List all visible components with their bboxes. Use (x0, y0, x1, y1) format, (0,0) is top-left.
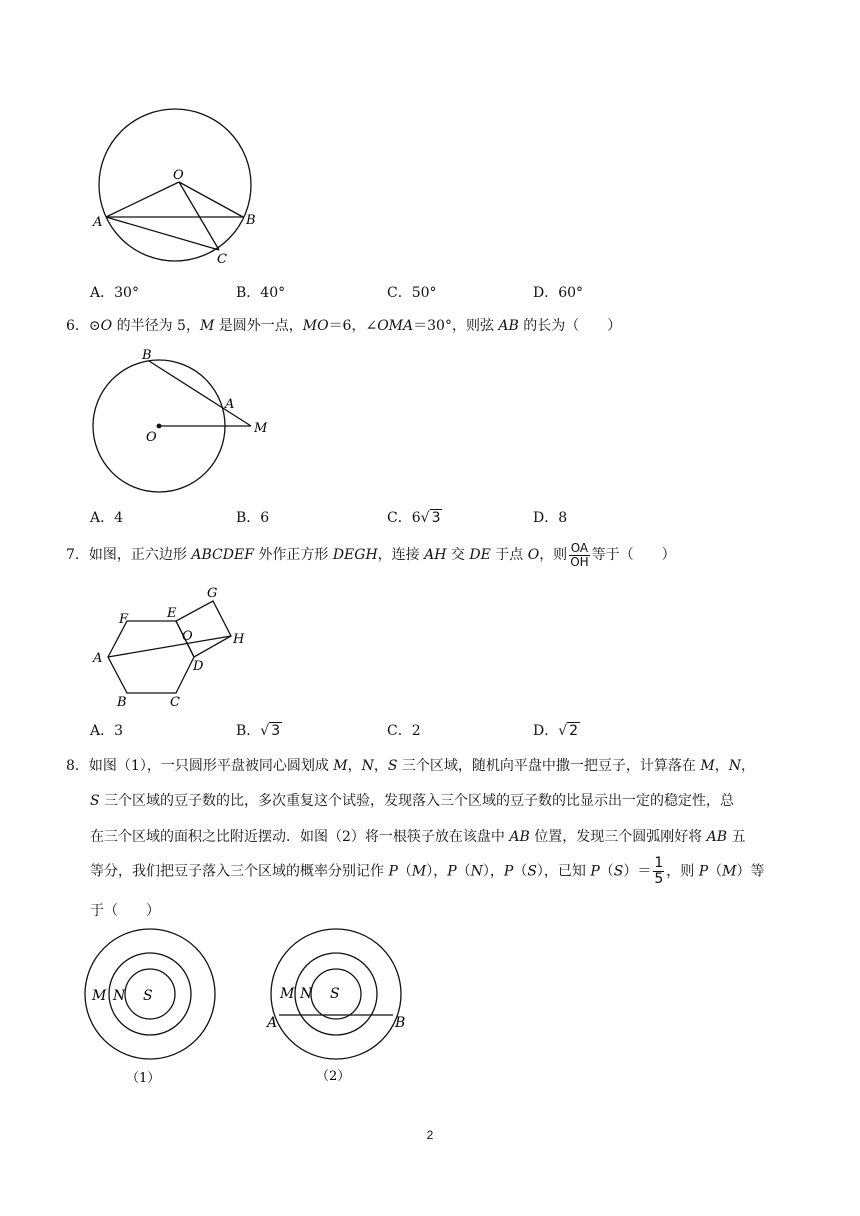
q7-option-d[interactable] (533, 721, 580, 741)
stem-text: （ (397, 863, 412, 880)
sqrt-symbol: √ 3 (260, 723, 281, 739)
math-var: O (100, 318, 113, 334)
option-letter: B． (236, 285, 261, 301)
q5-figure (86, 100, 286, 270)
option-text: 60° (558, 285, 584, 301)
math-var: S (387, 758, 398, 774)
q8-fig1-label-m: M (92, 988, 107, 1004)
math-var: MO (302, 318, 329, 334)
radicand: 3 (431, 510, 441, 526)
stem-text: ， (373, 758, 388, 774)
q7-label-h: H (233, 632, 245, 647)
q6-option-d[interactable] (533, 508, 567, 528)
q8-fig1-label-s: S (143, 988, 153, 1004)
math-var: P (447, 863, 457, 880)
question-number: 8． (66, 758, 89, 774)
math-var: AB (498, 318, 519, 334)
radicand: 3 (271, 723, 281, 739)
option-text: 6 (260, 510, 270, 526)
option-text: 3 (114, 723, 124, 739)
q6-label-a: A (225, 397, 235, 412)
option-letter: D． (533, 723, 559, 739)
question-number: 7． (66, 547, 89, 563)
stem-text: ，连接 (377, 547, 425, 563)
q5-label-a: A (93, 215, 103, 230)
q8-fig2-label-m: M (280, 986, 295, 1002)
stem-text: ， (714, 758, 729, 774)
q7-label-f: F (119, 612, 129, 627)
q5-option-a[interactable] (90, 283, 139, 303)
math-var: S (613, 863, 624, 880)
math-var: P (590, 863, 600, 880)
q8-fig2-label-a: A (267, 1015, 278, 1031)
stem-text: ，则 (666, 863, 699, 880)
stem-text: ， (347, 758, 362, 774)
stem-text: ）等 (736, 863, 765, 880)
stem-text: 位置，发现三个圆弧刚好将 (529, 829, 707, 845)
stem-text: 交 (446, 547, 470, 563)
q7-label-o: O (182, 629, 193, 644)
stem-text: （ (599, 863, 614, 880)
fraction-numerator: 1 (654, 855, 664, 871)
stem-text: 等分，我们把豆子落入三个区域的概率分别记作 (90, 863, 389, 880)
math-var: AB (509, 829, 530, 845)
q8-fig1-caption: （1） (126, 1071, 161, 1086)
q6-option-a[interactable] (90, 508, 123, 528)
option-text: 50° (411, 285, 437, 301)
stem-text: 五 (727, 829, 746, 845)
stem-text: 是圆外一点， (214, 318, 303, 334)
q8-line-3 (90, 827, 746, 847)
stem-text: 在三个区域的面积之比附近摆动．如图（2）将一根筷子放在该盘中 (90, 829, 510, 845)
q7-label-a: A (93, 651, 103, 666)
q7-label-c: C (170, 695, 180, 710)
q6-label-b: B (142, 348, 152, 363)
stem-text: ＝6，∠ (328, 318, 378, 334)
option-letter: B． (236, 723, 261, 739)
stem-text: ）＝ (623, 863, 652, 880)
stem-text: ）， (482, 863, 504, 880)
fraction-denominator: OH (570, 554, 589, 569)
q5-option-c[interactable] (387, 283, 437, 303)
q6-figure (84, 344, 284, 500)
stem-text: 的长为（ ） (518, 318, 622, 334)
option-text: 30° (114, 285, 139, 301)
math-var: M (411, 863, 427, 880)
q6-label-m: M (254, 421, 268, 436)
option-letter: D． (533, 285, 559, 301)
math-var: O (527, 547, 540, 563)
q7-stem (66, 541, 676, 569)
stem-text: ， (740, 758, 755, 774)
math-var: OMA (377, 318, 414, 334)
stem-text: 如图（1），一只圆形平盘被同心圆划成 (88, 758, 334, 774)
q6-stem (66, 316, 621, 336)
sqrt-symbol: √ 2 (558, 723, 579, 739)
q8-fig2-caption: （2） (316, 1069, 351, 1084)
q5-option-b[interactable] (236, 283, 285, 303)
stem-text: 外作正方形 (253, 547, 333, 563)
sqrt-symbol: √ 3 (420, 510, 441, 526)
math-var: N (470, 863, 483, 880)
math-var: M (700, 758, 715, 774)
q8-figure-1 (84, 926, 224, 1091)
option-letter: B． (236, 510, 261, 526)
q5-option-d[interactable] (533, 283, 583, 303)
q7-label-g: G (207, 586, 218, 601)
stem-text: 等于（ ） (591, 547, 676, 563)
q8-fig2-label-n: N (300, 986, 313, 1002)
math-var: P (388, 863, 398, 880)
math-var: N (361, 758, 374, 774)
fraction-oa-oh (569, 542, 589, 569)
stem-text: ），已知 (536, 863, 591, 880)
option-text: 6 (411, 510, 421, 526)
math-var: ABCDEF (191, 547, 254, 563)
option-letter: A． (90, 285, 115, 301)
stem-text: ＝30°，则弦 (413, 318, 499, 334)
math-var: M (722, 863, 737, 880)
q7-option-b[interactable] (236, 721, 282, 741)
math-var: AB (706, 829, 728, 845)
question-number: 6． (66, 318, 89, 334)
q7-label-d: D (193, 659, 204, 674)
q5-label-b: B (246, 213, 256, 228)
option-letter: C． (387, 285, 412, 301)
option-text: 8 (558, 510, 568, 526)
q6-option-c[interactable] (387, 508, 442, 528)
fraction-numerator: OA (570, 540, 589, 555)
option-letter: C． (387, 510, 412, 526)
math-var: N (728, 758, 741, 774)
option-text: 4 (114, 510, 124, 526)
math-var: P (698, 863, 709, 880)
stem-text: 三个区域的豆子数的比，多次重复这个试验，发现落入三个区域的豆子数的比显示出一定的稳定性，总 (99, 793, 735, 809)
option-letter: A． (90, 723, 115, 739)
option-letter: A． (90, 510, 115, 526)
q6-option-b[interactable] (236, 508, 269, 528)
q8-fig2-label-b: B (395, 1015, 406, 1031)
fraction-denominator: 5 (654, 871, 664, 887)
stem-text: 于（ ） (90, 903, 160, 919)
stem-text: 于点 (490, 547, 528, 563)
math-var: DE (469, 547, 491, 563)
option-text: 2 (411, 723, 421, 739)
q8-line-5 (90, 901, 160, 921)
stem-text: ，则 (539, 547, 568, 563)
q7-label-b: B (117, 695, 127, 710)
q5-label-o: O (173, 168, 184, 183)
stem-text: （ (456, 863, 471, 880)
stem-text: ）， (426, 863, 448, 880)
stem-text: 的半径为 5， (112, 318, 200, 334)
math-var: S (527, 863, 537, 880)
stem-text: 三个区域，随机向平盘中撒一把豆子，计算落在 (397, 758, 701, 774)
q5-label-c: C (217, 252, 227, 267)
q7-option-c[interactable] (387, 721, 421, 741)
option-letter: C． (387, 723, 412, 739)
circle-symbol: ⊙ (88, 318, 101, 334)
q8-line-4 (90, 856, 765, 887)
q7-option-a[interactable] (90, 721, 123, 741)
math-var: S (90, 793, 100, 809)
q6-label-o: O (146, 430, 157, 445)
page-number: 2 (426, 1128, 434, 1142)
radicand: 2 (569, 723, 579, 739)
math-var: P (503, 863, 514, 880)
stem-text: （ (513, 863, 528, 880)
math-var: M (333, 758, 348, 774)
option-text: 40° (260, 285, 286, 301)
q8-line-1 (66, 756, 755, 776)
math-var: DEGH (332, 547, 378, 563)
stem-text: 如图，正六边形 (88, 547, 192, 563)
stem-text: （ (708, 863, 723, 880)
math-var: M (199, 318, 215, 334)
q8-fig1-label-n: N (113, 988, 126, 1004)
q7-figure (86, 580, 256, 712)
fraction-one-fifth (653, 856, 664, 887)
q8-line-2 (90, 791, 734, 811)
math-var: AH (424, 547, 447, 563)
q8-fig2-label-s: S (330, 986, 340, 1002)
q8-figure-2 (264, 926, 414, 1091)
q7-label-e: E (167, 606, 177, 621)
option-letter: D． (533, 510, 559, 526)
